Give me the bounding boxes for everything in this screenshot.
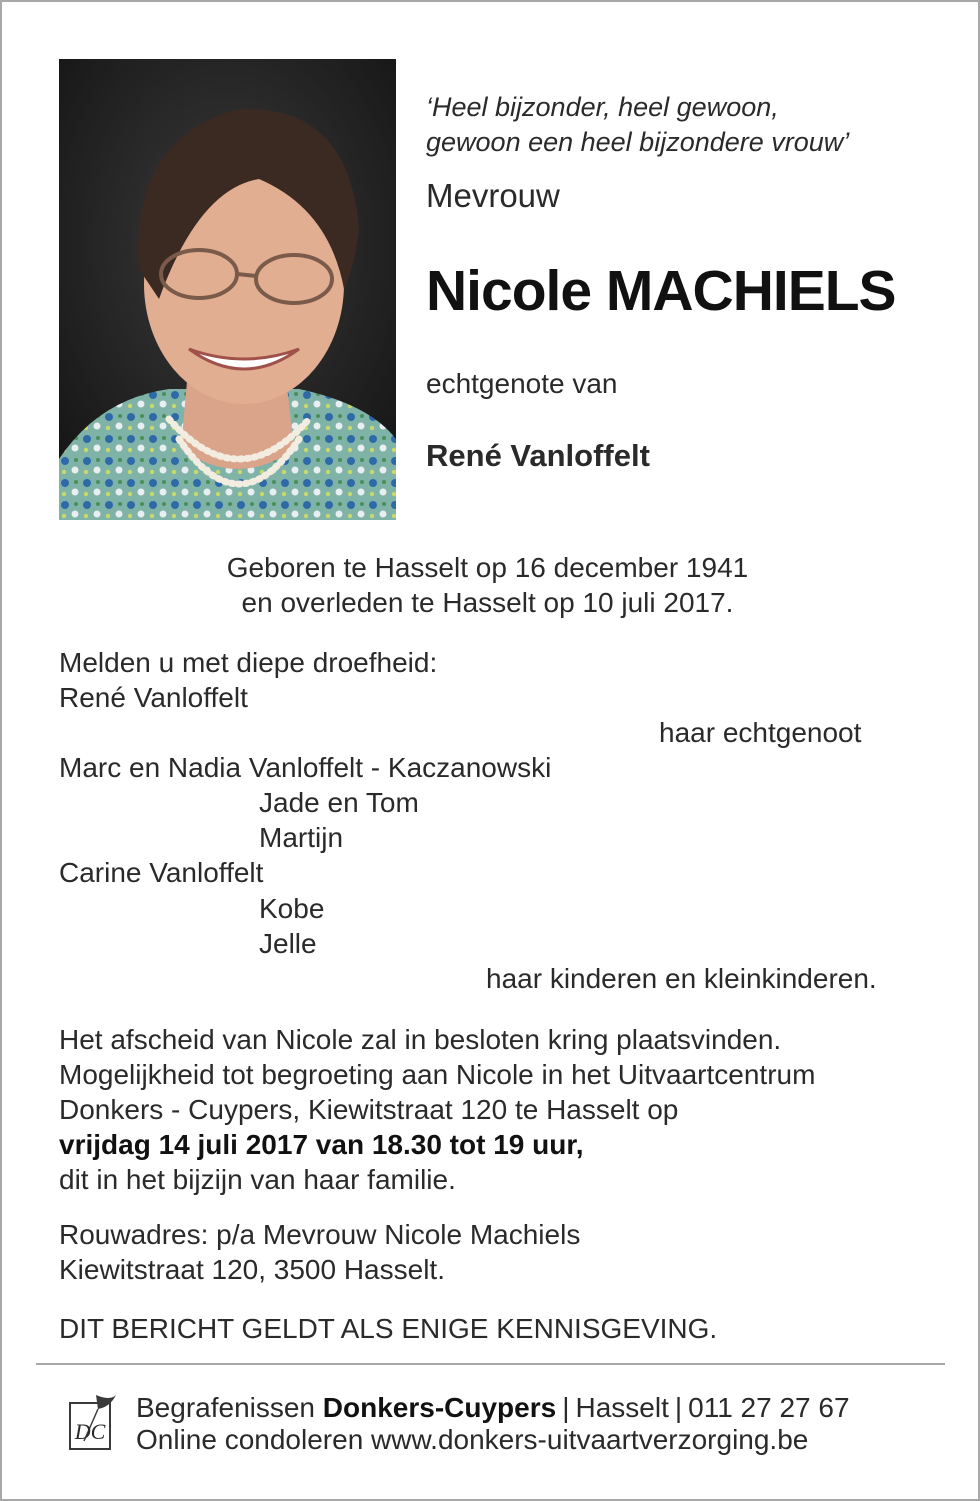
- deceased-name: Nicole MACHIELS: [426, 259, 896, 323]
- family-husband-role: haar echtgenoot: [659, 717, 862, 748]
- farewell-line-1: Het afscheid van Nicole zal in besloten kring plaatsvinden.: [59, 1024, 782, 1055]
- footer-divider: [36, 1363, 945, 1365]
- footer-company: Donkers-Cuypers: [322, 1392, 557, 1423]
- death-line: en overleden te Hasselt op 10 juli 2017.: [241, 587, 734, 618]
- footer-prefix: Begrafenissen: [136, 1392, 316, 1423]
- closing-statement: DIT BERICHT GELDT ALS ENIGE KENNISGEVING.: [59, 1313, 718, 1344]
- footer-phone: 011 27 27 67: [688, 1392, 850, 1423]
- spouse-label: echtgenote van: [426, 368, 618, 399]
- farewell-date: vrijdag 14 juli 2017 van 18.30 tot 19 uur,: [59, 1129, 584, 1160]
- quote-line-2: gewoon een heel bijzondere vrouw’: [426, 127, 850, 157]
- family-intro: Melden u met diepe droefheid:: [59, 647, 438, 678]
- family-grandchild-2: Martijn: [259, 822, 344, 853]
- funeral-home-logo: [66, 1393, 120, 1453]
- family-grandchild-3: Kobe: [259, 893, 325, 924]
- footer-separator: |: [562, 1392, 570, 1423]
- family-husband: René Vanloffelt: [59, 682, 248, 713]
- address-line-1: Rouwadres: p/a Mevrouw Nicole Machiels: [59, 1219, 581, 1250]
- farewell-line-3: Donkers - Cuypers, Kiewitstraat 120 te Hasselt op: [59, 1094, 679, 1125]
- family-grandchild-1: Jade en Tom: [259, 787, 419, 818]
- family-child-1: Marc en Nadia Vanloffelt - Kaczanowski: [59, 752, 552, 783]
- spouse-name: René Vanloffelt: [426, 438, 650, 473]
- farewell-line-2: Mogelijkheid tot begroeting aan Nicole in het Uitvaartcentrum: [59, 1059, 816, 1090]
- portrait-illustration: [59, 59, 396, 520]
- family-child-2: Carine Vanloffelt: [59, 857, 264, 888]
- honorific: Mevrouw: [426, 177, 560, 214]
- quote: [426, 90, 849, 160]
- portrait-photo: [59, 59, 396, 520]
- birth-line: Geboren te Hasselt op 16 december 1941: [226, 552, 749, 583]
- footer-line-1: [136, 1392, 850, 1424]
- footer-separator: |: [674, 1392, 683, 1423]
- footer-online-condolences[interactable]: Online condoleren www.donkers-uitvaartverzorging.be: [136, 1424, 809, 1455]
- farewell-line-5: dit in het bijzijn van haar familie.: [59, 1164, 456, 1195]
- quote-line-1: ‘Heel bijzonder, heel gewoon,: [426, 92, 779, 122]
- footer-city: Hasselt: [575, 1392, 669, 1423]
- family-children-role: haar kinderen en kleinkinderen.: [486, 963, 877, 994]
- logo-monogram: DC: [74, 1419, 106, 1444]
- family-grandchild-4: Jelle: [259, 928, 317, 959]
- address-line-2: Kiewitstraat 120, 3500 Hasselt.: [59, 1254, 445, 1285]
